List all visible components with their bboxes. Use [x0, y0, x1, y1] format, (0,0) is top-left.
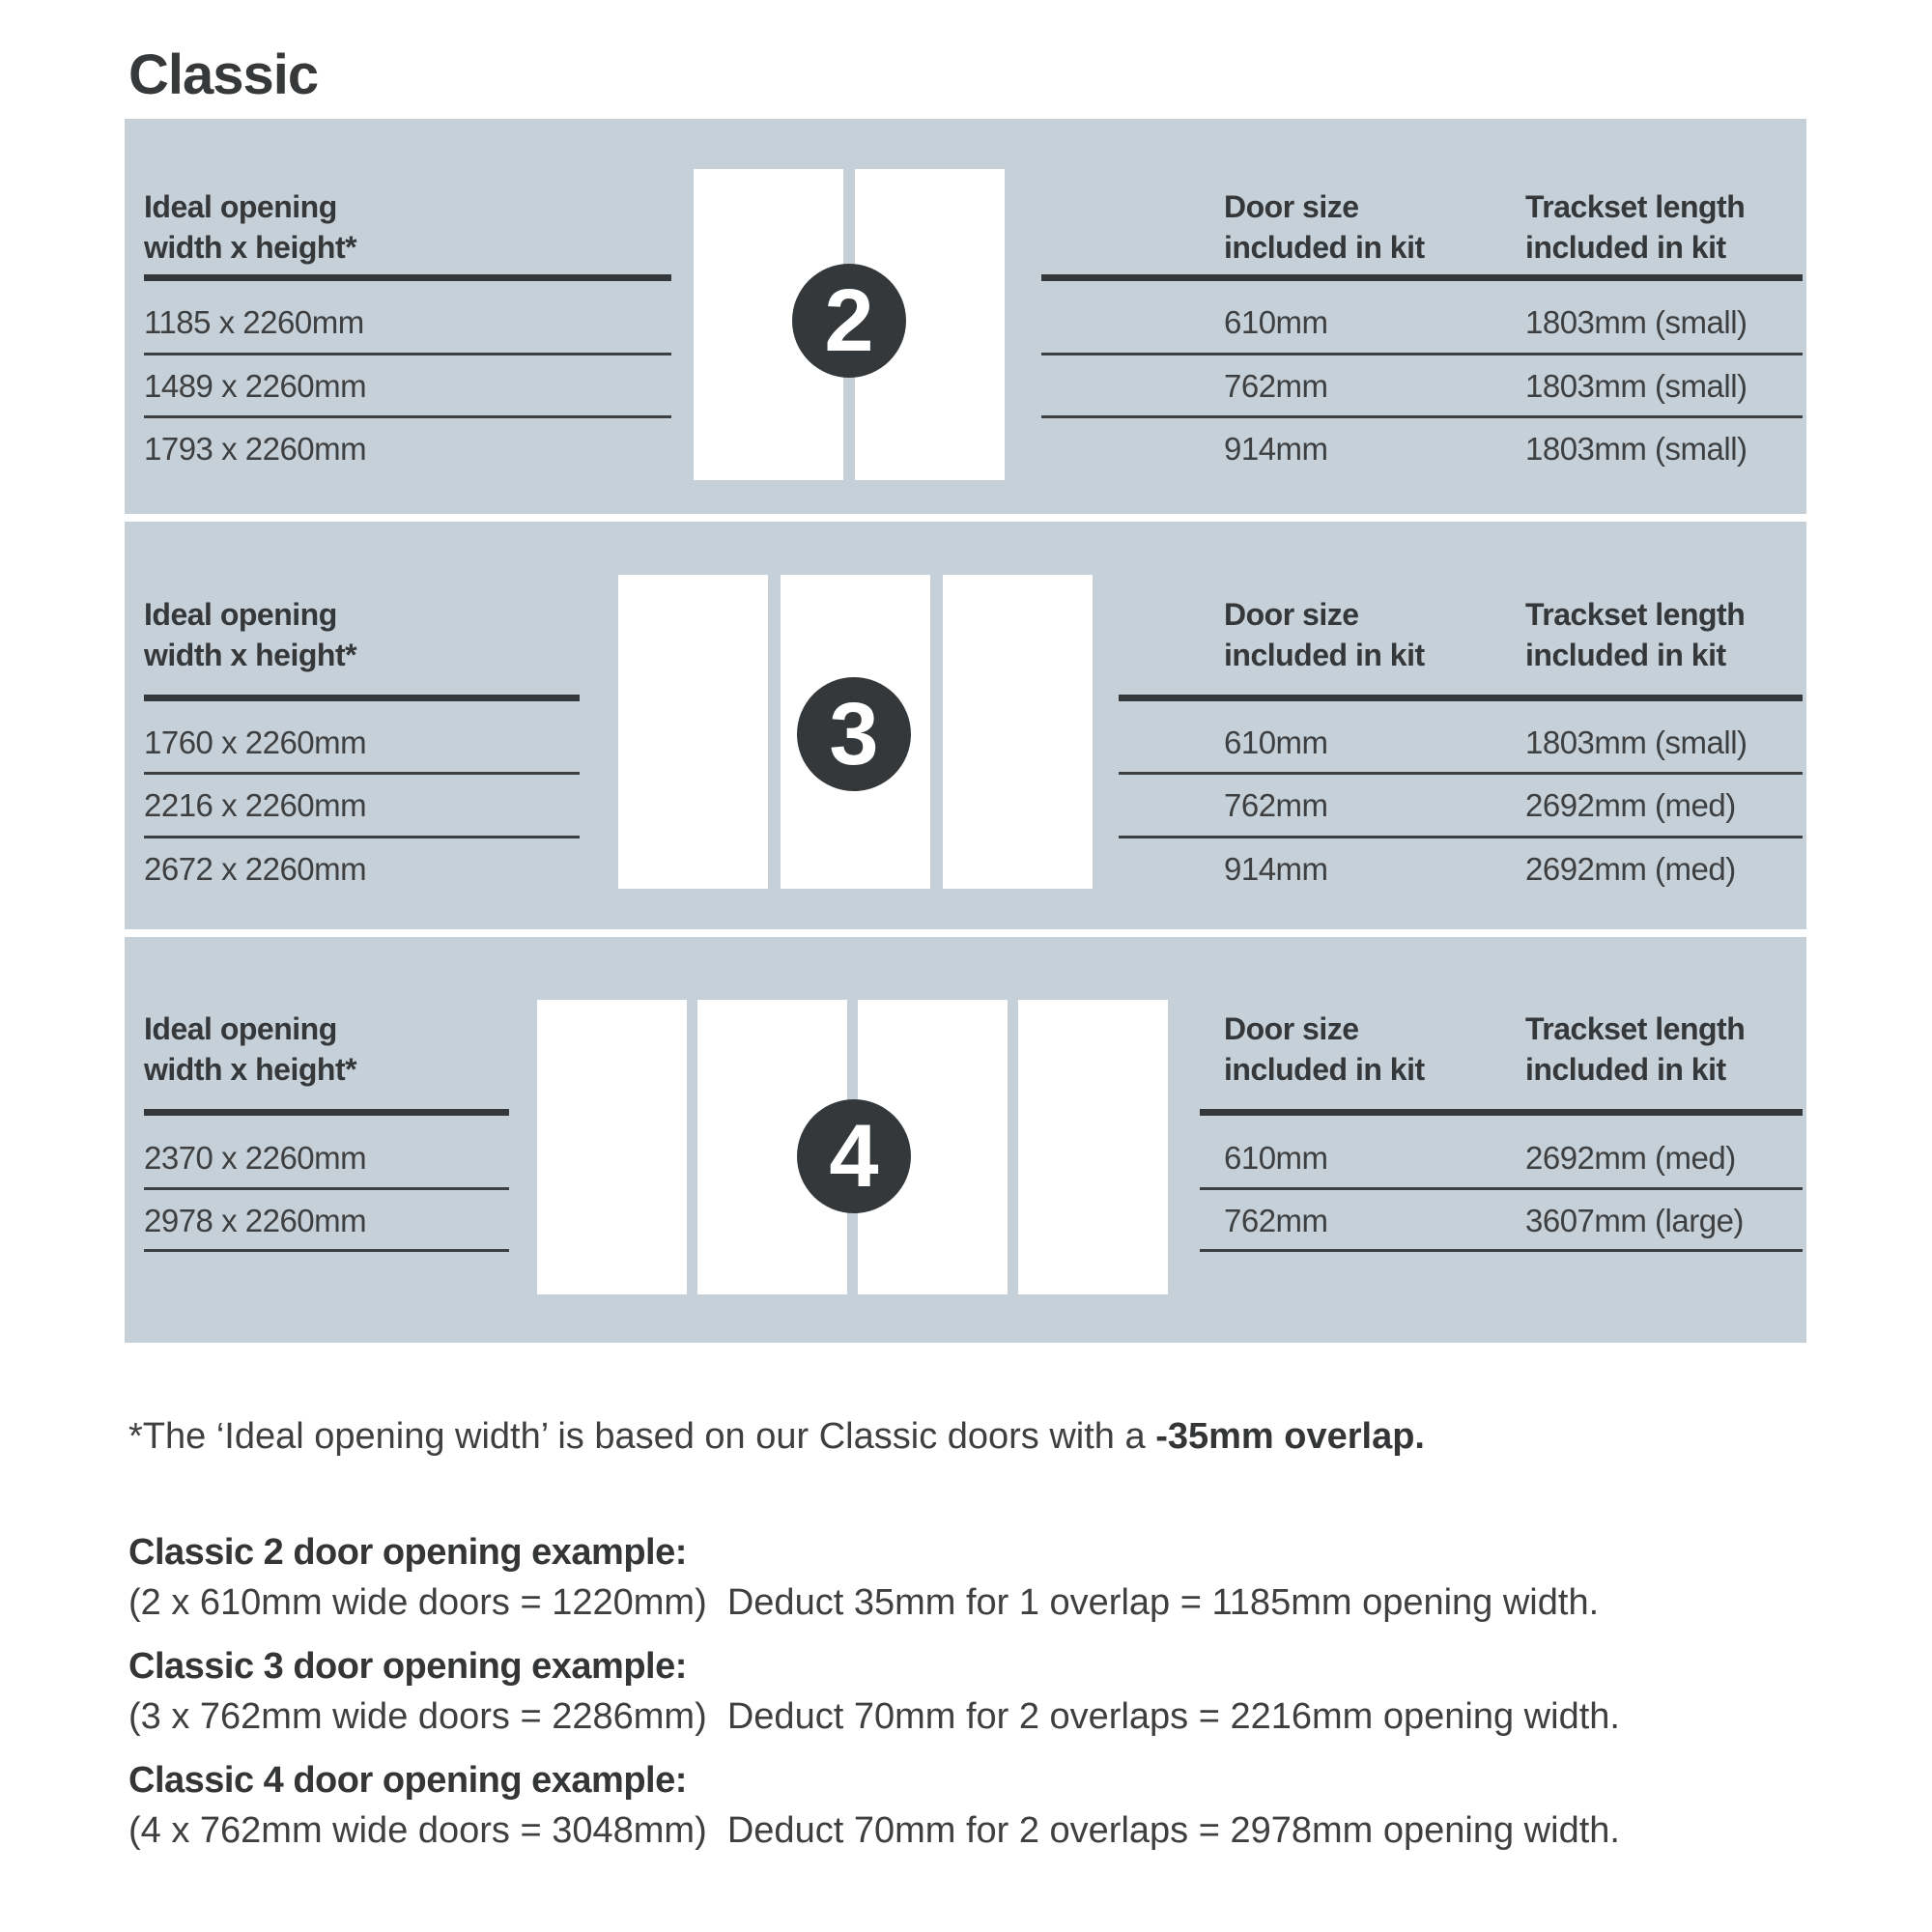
row-divider [144, 415, 671, 418]
trackset-length-header: Trackset length included in kit [1525, 189, 1746, 265]
header-rule [1119, 695, 1803, 701]
table-cell: 762mm [1224, 787, 1328, 823]
example-4-door-body: (4 x 762mm wide doors = 3048mm) Deduct 70mm for 2 overlaps = 2978mm opening width. [128, 1810, 1620, 1851]
example-3-door-body: (3 x 762mm wide doors = 2286mm) Deduct 70mm for 2 overlaps = 2216mm opening width. [128, 1696, 1620, 1737]
table-cell: 2978 x 2260mm [144, 1203, 367, 1238]
door-panel [943, 575, 1093, 889]
table-cell: 3607mm (large) [1525, 1203, 1744, 1238]
table-cell: 2692mm (med) [1525, 851, 1736, 887]
page-title: Classic [128, 43, 319, 106]
door-count-badge: 4 [797, 1099, 911, 1213]
table-cell: 1803mm (small) [1525, 368, 1747, 404]
ideal-opening-header: Ideal opening width x height* [144, 597, 357, 672]
example-3-door-heading: Classic 3 door opening example: [128, 1646, 687, 1687]
door-size-header: Door size included in kit [1224, 1011, 1425, 1087]
door-count-badge: 3 [797, 677, 911, 791]
door-panel [537, 1000, 687, 1294]
row-divider [144, 772, 580, 775]
section-divider [125, 929, 1806, 937]
ideal-opening-header: Ideal opening width x height* [144, 1011, 357, 1087]
table-cell: 2692mm (med) [1525, 787, 1736, 823]
table-cell: 1185 x 2260mm [144, 304, 364, 340]
door-size-header: Door size included in kit [1224, 189, 1425, 265]
example-2-door-heading: Classic 2 door opening example: [128, 1532, 687, 1573]
row-divider [144, 1187, 509, 1190]
example-2-door-body: (2 x 610mm wide doors = 1220mm) Deduct 35mm for 1 overlap = 1185mm opening width. [128, 1582, 1600, 1623]
row-divider [1200, 1249, 1803, 1252]
header-rule [144, 695, 580, 701]
trackset-length-header: Trackset length included in kit [1525, 597, 1746, 672]
door-count-badge: 2 [792, 264, 906, 378]
example-4-door-heading: Classic 4 door opening example: [128, 1760, 687, 1801]
table-cell: 1760 x 2260mm [144, 724, 367, 760]
door-panel [1018, 1000, 1168, 1294]
row-divider [144, 353, 671, 355]
row-divider [1119, 836, 1803, 838]
table-cell: 1489 x 2260mm [144, 368, 367, 404]
table-cell: 610mm [1224, 1140, 1328, 1176]
table-cell: 610mm [1224, 724, 1328, 760]
door-size-header: Door size included in kit [1224, 597, 1425, 672]
table-cell: 2370 x 2260mm [144, 1140, 367, 1176]
overlap-footnote-bold: -35mm overlap. [1155, 1416, 1425, 1457]
header-rule [144, 1109, 509, 1116]
table-cell: 1803mm (small) [1525, 431, 1747, 467]
table-cell: 2672 x 2260mm [144, 851, 367, 887]
row-divider [144, 836, 580, 838]
trackset-length-header: Trackset length included in kit [1525, 1011, 1746, 1087]
table-cell: 2216 x 2260mm [144, 787, 367, 823]
row-divider [1041, 415, 1803, 418]
table-cell: 762mm [1224, 1203, 1328, 1238]
table-cell: 914mm [1224, 431, 1328, 467]
header-rule [1041, 274, 1803, 281]
overlap-footnote: *The ‘Ideal opening width’ is based on our Classic doors with a -35mm overlap. [128, 1416, 1425, 1457]
row-divider [1041, 353, 1803, 355]
table-cell: 610mm [1224, 304, 1328, 340]
row-divider [1119, 772, 1803, 775]
table-cell: 914mm [1224, 851, 1328, 887]
table-cell: 762mm [1224, 368, 1328, 404]
row-divider [144, 1249, 509, 1252]
door-panel [618, 575, 768, 889]
table-cell: 1793 x 2260mm [144, 431, 367, 467]
header-rule [1200, 1109, 1803, 1116]
row-divider [1200, 1187, 1803, 1190]
table-cell: 1803mm (small) [1525, 724, 1747, 760]
section-divider [125, 514, 1806, 522]
ideal-opening-header: Ideal opening width x height* [144, 189, 357, 265]
header-rule [144, 274, 671, 281]
spec-panel [125, 119, 1806, 1343]
table-cell: 2692mm (med) [1525, 1140, 1736, 1176]
table-cell: 1803mm (small) [1525, 304, 1747, 340]
